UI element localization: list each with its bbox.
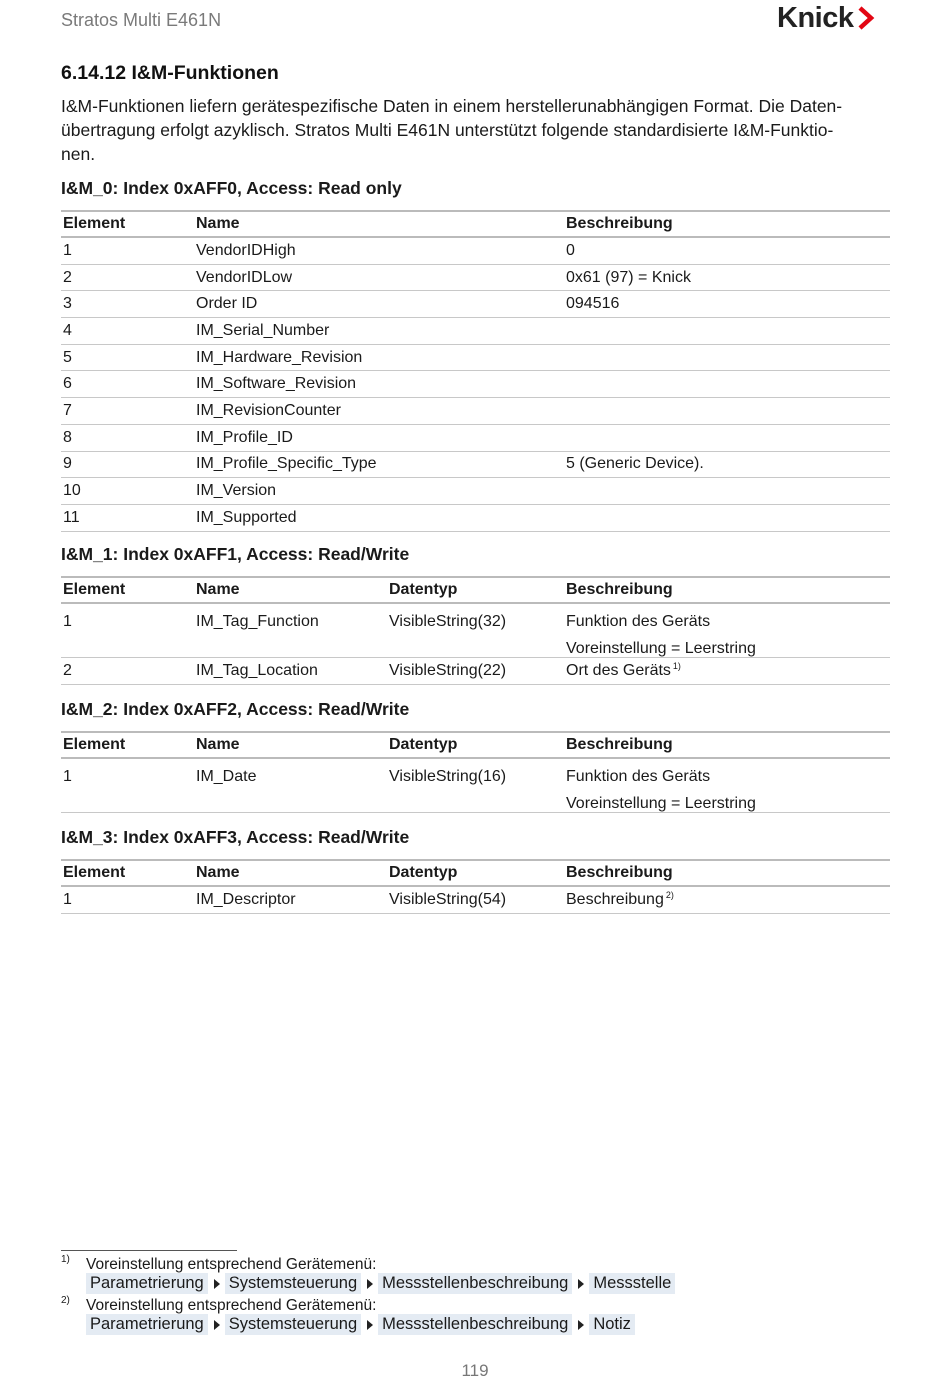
cell-name: VendorIDLow (196, 268, 293, 286)
column-header: Datentyp (389, 864, 458, 881)
menu-path-2 (86, 1314, 635, 1335)
cell-element: 3 (63, 295, 72, 313)
table-heading-im0: I&M_0: Index 0xAFF0, Access: Read only (61, 178, 402, 198)
chevron-right-icon (857, 5, 875, 31)
cell-description (564, 759, 890, 817)
intro-paragraph (61, 94, 891, 166)
table-row (61, 658, 890, 685)
cell-element: 9 (63, 455, 72, 473)
cell-datatype: VisibleString(22) (389, 661, 507, 679)
cell-element: 8 (63, 428, 72, 446)
menu-path-item: Messstellenbeschreibung (378, 1273, 572, 1294)
table-row (61, 318, 890, 345)
footnote-ref: 1) (672, 661, 681, 672)
column-header: Element (63, 215, 126, 232)
cell-description (564, 890, 890, 909)
column-header: Datentyp (389, 736, 458, 753)
cell-name: IM_Descriptor (196, 890, 296, 908)
triangle-right-icon (575, 1278, 586, 1290)
cell-description: 5 (Generic Device). (566, 455, 704, 473)
table-im1 (61, 576, 890, 685)
description-text: Beschreibung (566, 891, 664, 909)
cell-element: 1 (63, 613, 72, 630)
table-header-row (61, 733, 890, 759)
footnote-number: 1) (61, 1254, 70, 1265)
intro-line: I&M-Funktionen liefern gerätespezifische Daten in einem herstellerunabhängigen Format. Die Daten- (61, 96, 843, 116)
triangle-right-icon (364, 1319, 375, 1331)
menu-path-item: Notiz (589, 1314, 635, 1335)
cell-name: IM_Version (196, 482, 277, 500)
menu-path-item: Messstellenbeschreibung (378, 1314, 572, 1335)
cell-element: 1 (63, 241, 72, 259)
table-row (61, 238, 890, 265)
cell-datatype: VisibleString(16) (389, 768, 507, 785)
cell-description (564, 604, 890, 662)
menu-path-item: Parametrierung (86, 1273, 208, 1294)
footnote-text: Voreinstellung entsprechend Gerätemenü: (86, 1256, 377, 1273)
table-row (61, 345, 890, 372)
table-im2 (61, 731, 890, 813)
column-header: Datentyp (389, 581, 458, 598)
table-row (61, 759, 890, 813)
footnote-divider (61, 1250, 237, 1251)
cell-name: IM_Supported (196, 508, 297, 526)
cell-name: IM_Hardware_Revision (196, 348, 363, 366)
triangle-right-icon (211, 1278, 222, 1290)
table-heading-im3: I&M_3: Index 0xAFF3, Access: Read/Write (61, 827, 410, 847)
column-header: Beschreibung (566, 736, 673, 753)
cell-name: IM_Tag_Function (196, 613, 319, 630)
column-header: Beschreibung (566, 581, 673, 598)
footnote-number: 2) (61, 1295, 70, 1306)
table-row (61, 291, 890, 318)
footnote-ref: 2) (665, 890, 674, 901)
document-header-title: Stratos Multi E461N (61, 10, 222, 30)
cell-element: 7 (63, 401, 72, 419)
triangle-right-icon (364, 1278, 375, 1290)
table-header-row (61, 212, 890, 238)
table-heading-im2: I&M_2: Index 0xAFF2, Access: Read/Write (61, 699, 410, 719)
table-header-row (61, 861, 890, 887)
intro-line: übertragung erfolgt azyklisch. Stratos Multi E461N unterstützt folgende standardisierte I&M-Funktio- (61, 120, 834, 140)
table-im3 (61, 859, 890, 914)
table-header-row (61, 578, 890, 604)
table-row (61, 478, 890, 505)
triangle-right-icon (575, 1319, 586, 1331)
cell-element: 1 (63, 768, 72, 785)
cell-element: 5 (63, 348, 72, 366)
menu-path-item: Parametrierung (86, 1314, 208, 1335)
table-heading-im1: I&M_1: Index 0xAFF1, Access: Read/Write (61, 544, 410, 564)
description-line: Voreinstellung = Leerstring (566, 795, 756, 812)
cell-element: 6 (63, 375, 72, 393)
cell-element: 1 (63, 890, 72, 908)
table-row (61, 887, 890, 914)
knick-logo (777, 1, 875, 35)
footnote-text: Voreinstellung entsprechend Gerätemenü: (86, 1297, 377, 1314)
cell-description: 0x61 (97) = Knick (566, 268, 691, 286)
description-line: Funktion des Geräts (566, 613, 711, 630)
cell-element: 11 (63, 508, 80, 526)
description-line: Voreinstellung = Leerstring (566, 640, 756, 657)
triangle-right-icon (211, 1319, 222, 1331)
table-row (61, 452, 890, 479)
intro-line: nen. (61, 144, 96, 164)
cell-element: 10 (63, 482, 81, 500)
cell-element: 2 (63, 661, 72, 679)
cell-name: IM_Profile_ID (196, 428, 293, 446)
menu-path-item: Systemsteuerung (225, 1273, 361, 1294)
menu-path-item: Messstelle (589, 1273, 675, 1294)
logo-wordmark: Knick (777, 1, 854, 34)
cell-name: IM_Profile_Specific_Type (196, 455, 377, 473)
cell-datatype: VisibleString(54) (389, 890, 507, 908)
cell-datatype: VisibleString(32) (389, 613, 507, 630)
menu-path-1 (86, 1273, 675, 1294)
section-title: 6.14.12 I&M-Funktionen (61, 62, 279, 84)
column-header: Beschreibung (566, 215, 673, 232)
table-row (61, 371, 890, 398)
cell-name: Order ID (196, 295, 258, 313)
cell-name: IM_Software_Revision (196, 375, 357, 393)
cell-name: IM_Tag_Location (196, 661, 318, 679)
table-row (61, 425, 890, 452)
column-header: Beschreibung (566, 864, 673, 881)
cell-description (564, 661, 890, 680)
column-header: Name (196, 864, 240, 881)
cell-description: 0 (566, 241, 575, 259)
menu-path-item: Systemsteuerung (225, 1314, 361, 1335)
table-row (61, 604, 890, 658)
column-header: Element (63, 736, 126, 753)
cell-name: VendorIDHigh (196, 241, 296, 259)
cell-element: 4 (63, 321, 72, 339)
column-header: Name (196, 215, 240, 232)
cell-name: IM_RevisionCounter (196, 401, 341, 419)
page-number: 119 (461, 1361, 489, 1380)
cell-description: 094516 (566, 295, 620, 313)
column-header: Name (196, 581, 240, 598)
cell-name: IM_Serial_Number (196, 321, 330, 339)
column-header: Element (63, 581, 126, 598)
table-row (61, 398, 890, 425)
table-row (61, 505, 890, 532)
table-row (61, 265, 890, 292)
description-text: Ort des Geräts (566, 662, 671, 680)
table-im0 (61, 210, 890, 532)
column-header: Element (63, 864, 126, 881)
column-header: Name (196, 736, 240, 753)
cell-element: 2 (63, 268, 72, 286)
description-line: Funktion des Geräts (566, 768, 711, 785)
cell-name: IM_Date (196, 768, 257, 785)
